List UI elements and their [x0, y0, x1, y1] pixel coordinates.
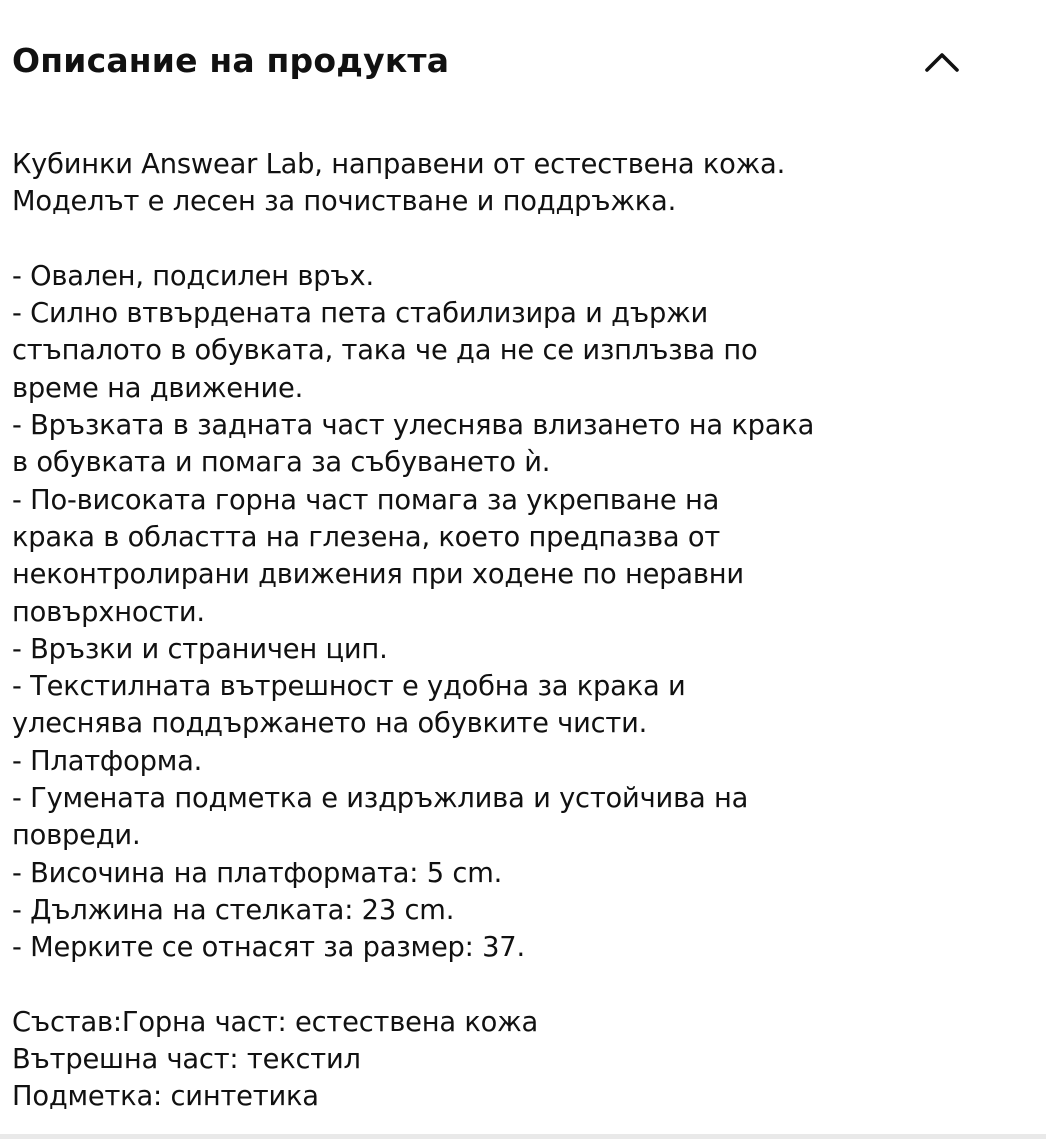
description-line: - Връзката в задната част улеснява влизането на крака — [12, 410, 815, 442]
chevron-up-icon — [917, 40, 967, 84]
description-line: Моделът е лесен за почистване и поддръжка. — [12, 186, 677, 218]
description-line: - Текстилната вътрешност е удобна за крака и — [12, 671, 686, 703]
collapse-toggle-button[interactable] — [917, 40, 967, 84]
description-line: - Гумената подметка е издръжлива и устойчива на — [12, 783, 749, 815]
description-line: в обувката и помага за събуването ѝ. — [12, 447, 551, 479]
section-title: Описание на продукта — [12, 41, 450, 80]
description-line: - Овален, подсилен връх. — [12, 260, 374, 292]
description-line: - По-високата горна част помага за укрепване на — [12, 484, 720, 516]
description-line: Кубинки Answear Lab, направени от естествена кожа. — [12, 149, 786, 180]
description-line: стъпалото в обувката, така че да не се изплъзва по — [12, 335, 758, 367]
description-line: Състав:Горна част: естествена кожа — [12, 1006, 539, 1038]
description-line: Вътрешна част: текстил — [12, 1044, 361, 1076]
divider — [0, 1134, 1046, 1139]
blank-line — [12, 221, 1032, 258]
description-line: Подметка: синтетика — [12, 1081, 319, 1113]
description-line: - Мерките се отнасят за размер: 37. — [12, 932, 525, 964]
description-line: - Платформа. — [12, 745, 203, 777]
product-description — [12, 146, 1032, 1116]
description-line: време на движение. — [12, 372, 304, 404]
description-line: улеснява поддържането на обувките чисти. — [12, 708, 648, 740]
description-line: повреди. — [12, 820, 141, 852]
blank-line — [12, 967, 1032, 1004]
description-line: крака в областта на глезена, което предпазва от — [12, 521, 721, 553]
description-line: - Височина на платформата: 5 cm. — [12, 857, 503, 889]
description-line: - Силно втвърдената пета стабилизира и държи — [12, 298, 709, 330]
description-line: - Връзки и страничен цип. — [12, 633, 388, 665]
accordion-header[interactable] — [0, 0, 1046, 125]
description-line: повърхности. — [12, 596, 205, 628]
description-line: - Дължина на стелката: 23 cm. — [12, 894, 455, 926]
description-line: неконтролирани движения при ходене по неравни — [12, 559, 744, 591]
